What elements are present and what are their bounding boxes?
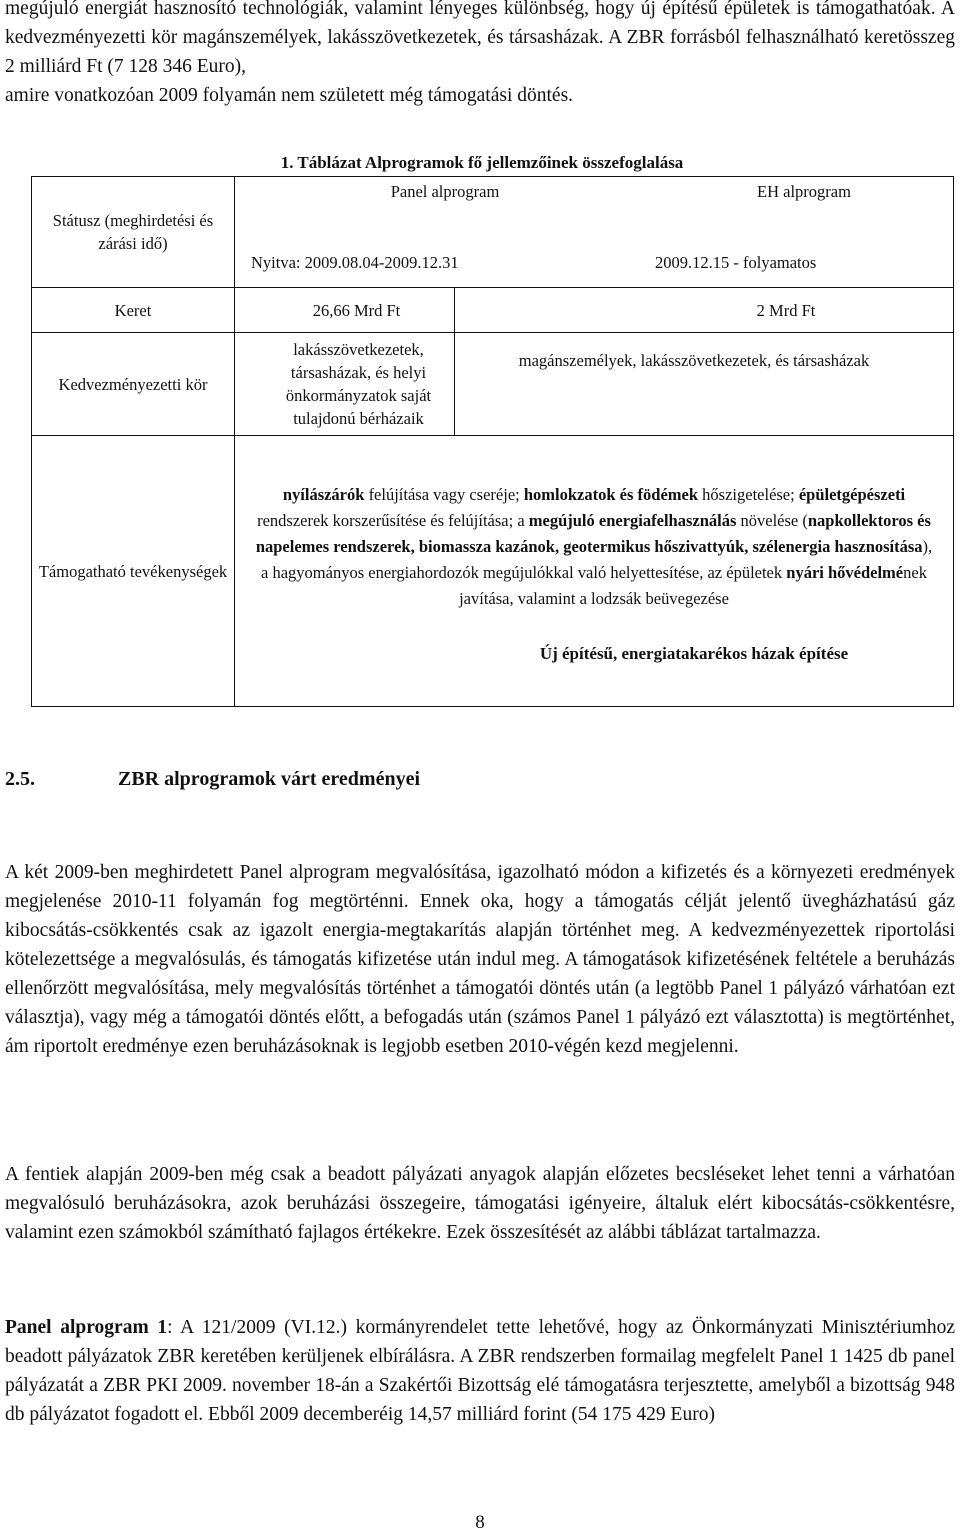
panel-1-label: Panel alprogram 1 — [5, 1317, 168, 1338]
intro-line-3: társasházak. A ZBR forrásból felhasználható keretösszeg 2 milliárd Ft (7 128 346 Euro), — [5, 27, 955, 77]
intro-line-2: épületek is támogathatóak. A kedvezményezetti kör magánszemélyek, lakásszövetkezetek, és — [5, 0, 955, 48]
paragraph-estimates: A fentiek alapján 2009-ben még csak a beadott pályázati anyagok alapján előzetes becsléseket lehet tenni a várhatóan megvalósuló beruházásokra, azok beruházási összegeire, támogatási igényeire, általuk elért kibocsátás-csökkentésre, valamint ezen számokból számítható fajlagos értékekre. Ezek összesítését az alábbi táblázat tartalmazza. — [5, 1164, 955, 1243]
summary-table — [31, 176, 954, 707]
intro-line-4: amire vonatkozóan 2009 folyamán nem született még támogatási döntés. — [5, 85, 574, 106]
section-number: 2.5. — [5, 768, 35, 790]
table-row-tamogathato — [32, 436, 954, 707]
table-row-status — [32, 177, 954, 288]
table-row-kedvezmenyezetti — [32, 333, 954, 436]
eh-header: EH alprogram — [757, 182, 851, 201]
keret-label: Keret — [32, 288, 235, 333]
section-heading — [5, 768, 420, 791]
status-eh-value: 2009.12.15 - folyamatos — [655, 253, 817, 272]
section-title: ZBR alprogramok várt eredményei — [118, 768, 421, 790]
keret-eh: 2 Mrd Ft — [455, 288, 954, 333]
kedv-eh: magánszemélyek, lakásszövetkezetek, és társasházak — [455, 333, 954, 436]
table-caption: 1. Táblázat Alprogramok fő jellemzőinek összefoglalása — [280, 153, 684, 172]
paragraph-panel-1 — [5, 1313, 955, 1429]
intro-paragraph — [5, 0, 955, 110]
table-row-keret — [32, 288, 954, 333]
status-label: Státusz (meghirdetési és zárási idő) — [32, 177, 235, 288]
panel-header: Panel alprogram — [390, 182, 500, 201]
paragraph-results: A két 2009-ben meghirdetett Panel alprogram megvalósítása, igazolható módon a kifizetés és a környezeti eredmények megjelenése 2010-11 folyamán fog megtörténni. Ennek oka, hogy a támogatás célját jelentő üvegházhatású gáz kibocsátás-csökkentés csak az igazolt energia-megtakarítás alapján történhet meg. A kedvezményezettek riportolási kötelezettsége a megvalósulás, és támogatás kifizetése után indul meg. A támogatások kifizetésének feltétele a beruházás ellenőrzött megvalósítása, mely megvalósítás történhet a támogatói döntés után (a legtöbb Panel 1 pályázó várhatóan ezt választja), vagy még a támogatói döntés előtt, a befogadás után (számos Panel 1 pályázó ezt választotta) is megtörténhet, ám riportolt eredménye ezen beruházásoknak is legjobb esetben 2010-végén kezd megjelenni. — [5, 862, 955, 1057]
activities-text: nyílászárók felújítása vagy cseréje; homlokzatok és födémek hőszigetelése; épületgépészeti rendszerek korszerűsítése és felújítása; a megújuló energiafelhasználás növelése (napkollektoros és napelemes rendszerek, biomassza kazánok, geotermikus hőszivattyúk, szélenergia hasznosítása), a hagyományos energiahordozók megújulókkal való helyettesítése, az épületek nyári hővédelmének javítása, valamint a lodzsák beüvegezése — [255, 484, 933, 608]
keret-panel: 26,66 Mrd Ft — [235, 288, 455, 333]
panel-1-text: : A 121/2009 (VI.12.) kormányrendelet tette lehetővé, hogy az Önkormányzati Minisztériumhoz beadott pályázatok ZBR keretében kerüljenek elbírálásra. A ZBR rendszerben formailag megfelelt Panel 1 1425 db panel pályázatát a ZBR PKI 2009. november 18-án a Szakértői Bizottság elé támogatásra terjesztette, amelyből a bizottság 948 db pályázatot fogadott el. Ebből 2009 decemberéig 14,57 milliárd forint (54 175 429 Euro) — [5, 1317, 955, 1425]
kedv-label: Kedvezményezetti kör — [32, 333, 235, 436]
status-panel-value: Nyitva: 2009.08.04-2009.12.31 — [251, 253, 459, 272]
kedv-panel: lakásszövetkezetek, társasházak, és helyi önkormányzatok saját tulajdonú bérházaik — [235, 333, 455, 436]
new-build-text: Új építésű, energiatakarékos házak építése — [539, 643, 849, 663]
tam-label: Támogatható tevékenységek — [32, 436, 235, 707]
page-number: 8 — [475, 1512, 485, 1533]
intro-line-1: megújuló energiát hasznosító technológiák, valamint lényeges különbség, hogy új építésű — [5, 0, 718, 19]
